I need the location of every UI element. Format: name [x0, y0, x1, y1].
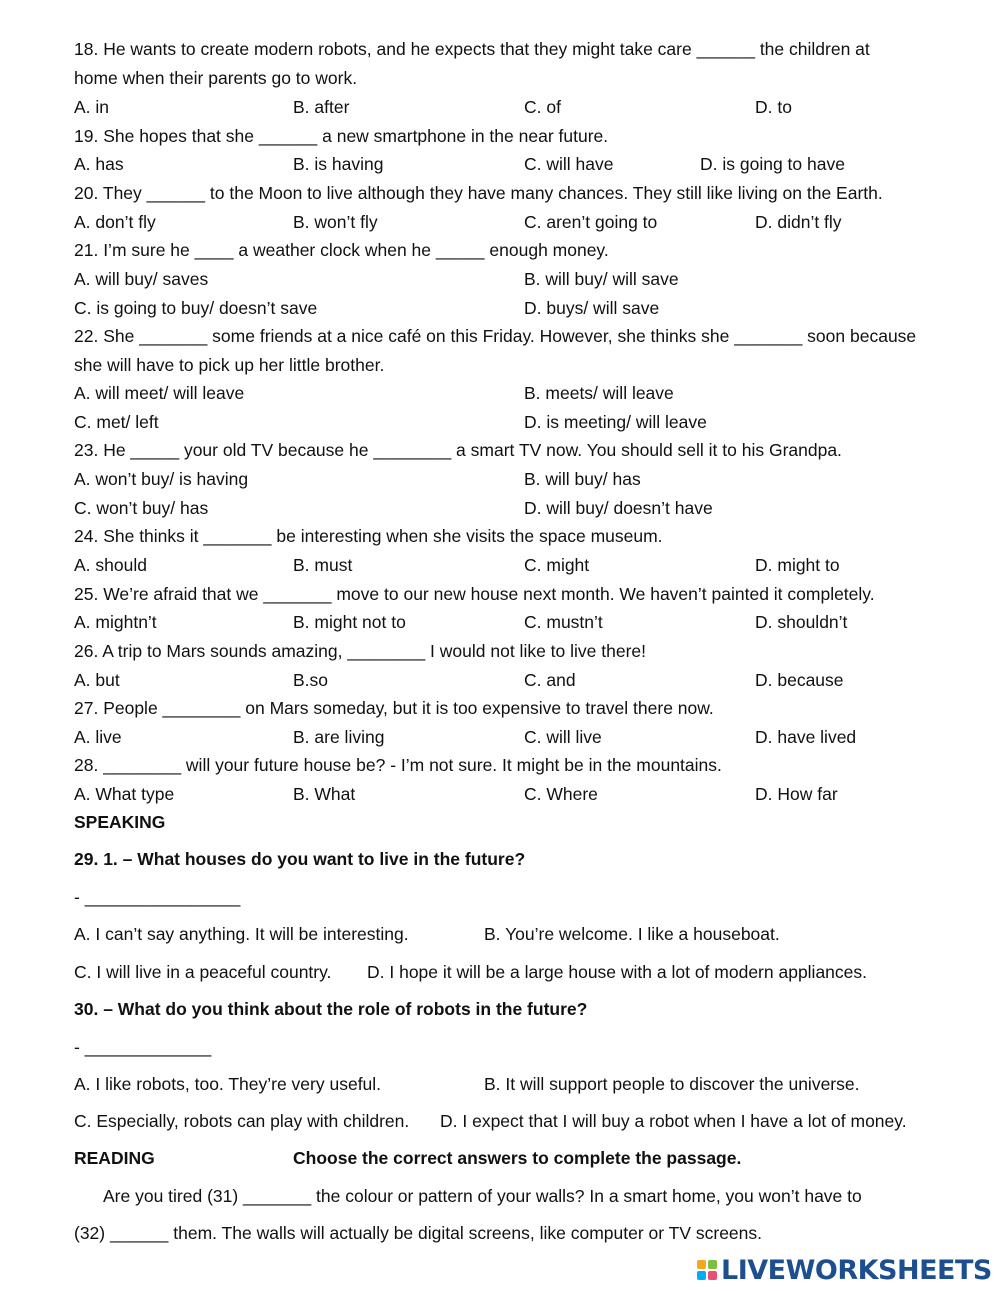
question-21-text: 21. I’m sure he ____ a weather clock when he _____ enough money. [74, 240, 609, 260]
question-20-text: 20. They ______ to the Moon to live although they have many chances. They still like living on the Earth. [74, 183, 883, 203]
q22-option-d[interactable]: D. is meeting/ will leave [524, 412, 707, 432]
question-19-text: 19. She hopes that she ______ a new smartphone in the near future. [74, 126, 609, 146]
q24-option-a[interactable]: A. should [74, 555, 147, 575]
q30-option-d[interactable]: D. I expect that I will buy a robot when I have a lot of money. [440, 1111, 907, 1131]
q21-option-c[interactable]: C. is going to buy/ doesn’t save [74, 298, 318, 318]
q26-option-b[interactable]: B.so [293, 670, 329, 690]
question-27-text: 27. People ________ on Mars someday, but it is too expensive to travel there now. [74, 698, 714, 718]
q30-option-b[interactable]: B. It will support people to discover the universe. [484, 1074, 860, 1094]
q19-option-a[interactable]: A. has [74, 154, 124, 174]
q30-option-c[interactable]: C. Especially, robots can play with children. [74, 1111, 410, 1131]
q27-option-d[interactable]: D. have lived [755, 727, 857, 747]
q22-option-b[interactable]: B. meets/ will leave [524, 383, 674, 403]
question-25-text: 25. We’re afraid that we _______ move to our new house next month. We haven’t painted it completely. [74, 584, 875, 604]
q19-option-d[interactable]: D. is going to have [700, 154, 845, 174]
q20-option-d[interactable]: D. didn’t fly [755, 212, 842, 232]
q24-option-b[interactable]: B. must [293, 555, 353, 575]
q25-option-c[interactable]: C. mustn’t [524, 612, 603, 632]
q18-option-b[interactable]: B. after [293, 97, 350, 117]
q18-option-d[interactable]: D. to [755, 97, 792, 117]
q21-option-d[interactable]: D. buys/ will save [524, 298, 660, 318]
reading-passage-line-2: (32) ______ them. The walls will actually be digital screens, like computer or TV screens. [74, 1223, 763, 1243]
q18-option-a[interactable]: A. in [74, 97, 110, 117]
q24-option-d[interactable]: D. might to [755, 555, 840, 575]
q19-option-b[interactable]: B. is having [293, 154, 384, 174]
q28-option-b[interactable]: B. What [293, 784, 356, 804]
q23-option-a[interactable]: A. won’t buy/ is having [74, 469, 249, 489]
reading-passage-line-1: Are you tired (31) _______ the colour or pattern of your walls? In a smart home, you won’t have to [103, 1186, 862, 1206]
q22-option-c[interactable]: C. met/ left [74, 412, 159, 432]
logo-blocks-icon [697, 1260, 717, 1280]
question-18-text: 18. He wants to create modern robots, and he expects that they might take care ______ the children at [74, 39, 870, 59]
question-18-text-cont: home when their parents go to work. [74, 68, 358, 88]
q29-option-b[interactable]: B. You’re welcome. I like a houseboat. [484, 924, 780, 944]
q26-option-a[interactable]: A. but [74, 670, 120, 690]
q29-option-c[interactable]: C. I will live in a peaceful country. [74, 962, 332, 982]
logo-text: LIVEWORKSHEETS [721, 1254, 992, 1286]
question-26-text: 26. A trip to Mars sounds amazing, ________ I would not like to live there! [74, 641, 647, 661]
q25-option-d[interactable]: D. shouldn’t [755, 612, 848, 632]
q27-option-b[interactable]: B. are living [293, 727, 385, 747]
speaking-heading: SPEAKING [74, 812, 166, 832]
q18-option-c[interactable]: C. of [524, 97, 561, 117]
q21-option-b[interactable]: B. will buy/ will save [524, 269, 679, 289]
q23-option-d[interactable]: D. will buy/ doesn’t have [524, 498, 713, 518]
q25-option-a[interactable]: A. mightn’t [74, 612, 157, 632]
q29-option-d[interactable]: D. I hope it will be a large house with a lot of modern appliances. [367, 962, 868, 982]
question-24-text: 24. She thinks it _______ be interesting when she visits the space museum. [74, 526, 663, 546]
q25-option-b[interactable]: B. might not to [293, 612, 406, 632]
q20-option-b[interactable]: B. won’t fly [293, 212, 378, 232]
q30-answer-blank[interactable]: - _____________ [74, 1037, 212, 1057]
q20-option-c[interactable]: C. aren’t going to [524, 212, 658, 232]
reading-heading: READING [74, 1148, 155, 1168]
q27-option-a[interactable]: A. live [74, 727, 122, 747]
reading-instruction: Choose the correct answers to complete the passage. [293, 1148, 742, 1168]
q28-option-d[interactable]: D. How far [755, 784, 838, 804]
q22-option-a[interactable]: A. will meet/ will leave [74, 383, 245, 403]
q21-option-a[interactable]: A. will buy/ saves [74, 269, 209, 289]
liveworksheets-logo [697, 1255, 992, 1285]
q20-option-a[interactable]: A. don’t fly [74, 212, 156, 232]
question-28-text: 28. ________ will your future house be? - I’m not sure. It might be in the mountains. [74, 755, 722, 775]
q29-answer-blank[interactable]: - ________________ [74, 887, 241, 907]
question-29-text: 29. 1. – What houses do you want to live in the future? [74, 849, 526, 869]
q26-option-d[interactable]: D. because [755, 670, 844, 690]
q28-option-c[interactable]: C. Where [524, 784, 598, 804]
q28-option-a[interactable]: A. What type [74, 784, 175, 804]
question-23-text: 23. He _____ your old TV because he ________ a smart TV now. You should sell it to his Grandpa. [74, 440, 842, 460]
q24-option-c[interactable]: C. might [524, 555, 590, 575]
q26-option-c[interactable]: C. and [524, 670, 576, 690]
question-30-text: 30. – What do you think about the role of robots in the future? [74, 999, 588, 1019]
question-22-text: 22. She _______ some friends at a nice café on this Friday. However, she thinks she _______ soon because [74, 326, 917, 346]
q19-option-c[interactable]: C. will have [524, 154, 614, 174]
q23-option-b[interactable]: B. will buy/ has [524, 469, 641, 489]
q27-option-c[interactable]: C. will live [524, 727, 602, 747]
q23-option-c[interactable]: C. won’t buy/ has [74, 498, 209, 518]
question-22-text-cont: she will have to pick up her little brother. [74, 355, 385, 375]
q30-option-a[interactable]: A. I like robots, too. They’re very useful. [74, 1074, 382, 1094]
q29-option-a[interactable]: A. I can’t say anything. It will be interesting. [74, 924, 409, 944]
